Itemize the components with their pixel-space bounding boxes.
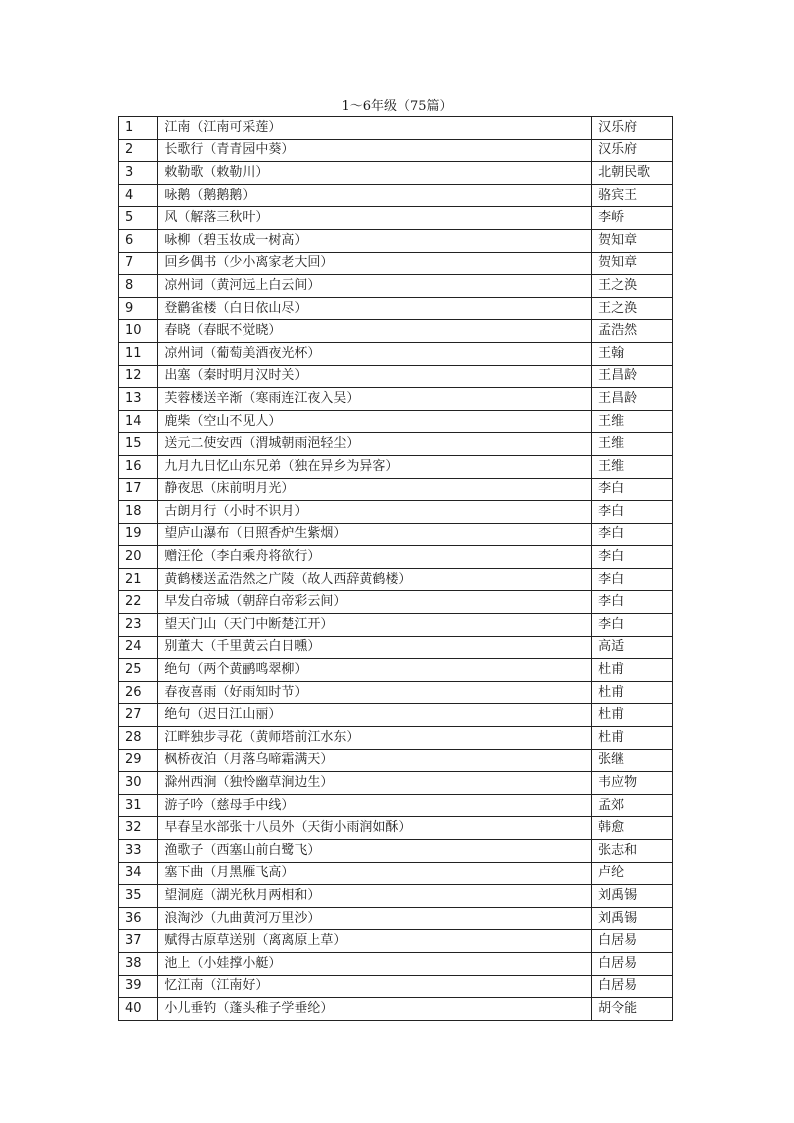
poem-title: 江南（江南可采莲） xyxy=(158,117,592,140)
poem-author: 李白 xyxy=(592,501,673,524)
poem-author: 张继 xyxy=(592,749,673,772)
poem-author: 王维 xyxy=(592,410,673,433)
row-number: 4 xyxy=(119,184,158,207)
poem-author: 贺知章 xyxy=(592,229,673,252)
poem-author: 杜甫 xyxy=(592,704,673,727)
poem-title: 江畔独步寻花（黄师塔前江水东） xyxy=(158,727,592,750)
poem-author: 王之涣 xyxy=(592,275,673,298)
poem-author: 汉乐府 xyxy=(592,117,673,140)
poem-title: 咏鹅（鹅鹅鹅） xyxy=(158,184,592,207)
poem-author: 李白 xyxy=(592,478,673,501)
poem-title: 九月九日忆山东兄弟（独在异乡为异客） xyxy=(158,455,592,478)
poem-author: 王维 xyxy=(592,433,673,456)
poem-author: 李白 xyxy=(592,591,673,614)
row-number: 19 xyxy=(119,523,158,546)
table-row xyxy=(119,184,673,207)
row-number: 29 xyxy=(119,749,158,772)
table-row xyxy=(119,275,673,298)
poem-title: 绝句（迟日江山丽） xyxy=(158,704,592,727)
poem-author: 韩愈 xyxy=(592,817,673,840)
poem-author: 杜甫 xyxy=(592,727,673,750)
row-number: 40 xyxy=(119,998,158,1021)
table-row xyxy=(119,772,673,795)
poem-title: 鹿柴（空山不见人） xyxy=(158,410,592,433)
poem-title: 渔歌子（西塞山前白鹭飞） xyxy=(158,840,592,863)
table-row xyxy=(119,862,673,885)
table-row xyxy=(119,342,673,365)
row-number: 37 xyxy=(119,930,158,953)
poem-title: 出塞（秦时明月汉时关） xyxy=(158,365,592,388)
row-number: 18 xyxy=(119,501,158,524)
row-number: 11 xyxy=(119,342,158,365)
table-row xyxy=(119,410,673,433)
poem-title: 敕勒歌（敕勒川） xyxy=(158,162,592,185)
poem-author: 王之涣 xyxy=(592,297,673,320)
row-number: 1 xyxy=(119,117,158,140)
poem-author: 白居易 xyxy=(592,952,673,975)
poem-author: 李白 xyxy=(592,614,673,637)
poem-title: 春夜喜雨（好雨知时节） xyxy=(158,681,592,704)
poem-table xyxy=(118,116,673,1021)
poem-title: 塞下曲（月黑雁飞高） xyxy=(158,862,592,885)
table-row xyxy=(119,704,673,727)
row-number: 16 xyxy=(119,455,158,478)
poem-title: 春晓（春眠不觉晓） xyxy=(158,320,592,343)
poem-title: 滁州西涧（独怜幽草涧边生） xyxy=(158,772,592,795)
row-number: 23 xyxy=(119,614,158,637)
row-number: 3 xyxy=(119,162,158,185)
poem-title: 古朗月行（小时不识月） xyxy=(158,501,592,524)
poem-author: 北朝民歌 xyxy=(592,162,673,185)
table-row xyxy=(119,546,673,569)
table-row xyxy=(119,433,673,456)
row-number: 35 xyxy=(119,885,158,908)
row-number: 24 xyxy=(119,636,158,659)
table-row xyxy=(119,455,673,478)
poem-author: 白居易 xyxy=(592,930,673,953)
poem-title: 小儿垂钓（蓬头稚子学垂纶） xyxy=(158,998,592,1021)
row-number: 7 xyxy=(119,252,158,275)
poem-title: 池上（小娃撑小艇） xyxy=(158,952,592,975)
row-number: 20 xyxy=(119,546,158,569)
table-row xyxy=(119,229,673,252)
row-number: 22 xyxy=(119,591,158,614)
poem-title: 游子吟（慈母手中线） xyxy=(158,794,592,817)
row-number: 27 xyxy=(119,704,158,727)
table-row xyxy=(119,297,673,320)
table-row xyxy=(119,501,673,524)
poem-title: 黄鹤楼送孟浩然之广陵（故人西辞黄鹤楼） xyxy=(158,568,592,591)
row-number: 25 xyxy=(119,659,158,682)
poem-author: 王维 xyxy=(592,455,673,478)
poem-title: 别董大（千里黄云白日曛） xyxy=(158,636,592,659)
row-number: 32 xyxy=(119,817,158,840)
poem-title: 凉州词（黄河远上白云间） xyxy=(158,275,592,298)
row-number: 38 xyxy=(119,952,158,975)
poem-author: 高适 xyxy=(592,636,673,659)
poem-title: 静夜思（床前明月光） xyxy=(158,478,592,501)
poem-author: 孟郊 xyxy=(592,794,673,817)
poem-title: 枫桥夜泊（月落乌啼霜满天） xyxy=(158,749,592,772)
poem-author: 王昌龄 xyxy=(592,388,673,411)
row-number: 5 xyxy=(119,207,158,230)
table-row xyxy=(119,749,673,772)
table-row xyxy=(119,139,673,162)
poem-title: 赋得古原草送别（离离原上草） xyxy=(158,930,592,953)
table-row xyxy=(119,681,673,704)
table-row xyxy=(119,162,673,185)
poem-author: 白居易 xyxy=(592,975,673,998)
poem-title: 浪淘沙（九曲黄河万里沙） xyxy=(158,907,592,930)
poem-title: 望洞庭（湖光秋月两相和） xyxy=(158,885,592,908)
row-number: 8 xyxy=(119,275,158,298)
table-row xyxy=(119,207,673,230)
poem-title: 凉州词（葡萄美酒夜光杯） xyxy=(158,342,592,365)
table-row xyxy=(119,998,673,1021)
poem-title: 忆江南（江南好） xyxy=(158,975,592,998)
poem-table-body xyxy=(119,117,673,1021)
poem-title: 赠汪伦（李白乘舟将欲行） xyxy=(158,546,592,569)
poem-author: 张志和 xyxy=(592,840,673,863)
row-number: 26 xyxy=(119,681,158,704)
table-row xyxy=(119,636,673,659)
table-row xyxy=(119,952,673,975)
row-number: 30 xyxy=(119,772,158,795)
poem-author: 李白 xyxy=(592,523,673,546)
row-number: 14 xyxy=(119,410,158,433)
table-row xyxy=(119,478,673,501)
row-number: 17 xyxy=(119,478,158,501)
poem-author: 王翰 xyxy=(592,342,673,365)
table-row xyxy=(119,840,673,863)
table-row xyxy=(119,885,673,908)
row-number: 10 xyxy=(119,320,158,343)
poem-author: 刘禹锡 xyxy=(592,907,673,930)
table-row xyxy=(119,523,673,546)
poem-title: 望庐山瀑布（日照香炉生紫烟） xyxy=(158,523,592,546)
poem-title: 送元二使安西（渭城朝雨浥轻尘） xyxy=(158,433,592,456)
table-row xyxy=(119,930,673,953)
table-row xyxy=(119,591,673,614)
poem-author: 杜甫 xyxy=(592,659,673,682)
poem-title: 咏柳（碧玉妆成一树高） xyxy=(158,229,592,252)
poem-author: 骆宾王 xyxy=(592,184,673,207)
page-title: 1～6年级（75篇） xyxy=(341,99,453,114)
row-number: 33 xyxy=(119,840,158,863)
row-number: 15 xyxy=(119,433,158,456)
poem-title: 望天门山（天门中断楚江开） xyxy=(158,614,592,637)
poem-author: 刘禹锡 xyxy=(592,885,673,908)
table-row xyxy=(119,817,673,840)
table-row xyxy=(119,320,673,343)
poem-author: 韦应物 xyxy=(592,772,673,795)
poem-author: 贺知章 xyxy=(592,252,673,275)
table-row xyxy=(119,907,673,930)
row-number: 34 xyxy=(119,862,158,885)
row-number: 28 xyxy=(119,727,158,750)
row-number: 39 xyxy=(119,975,158,998)
table-row xyxy=(119,614,673,637)
table-row xyxy=(119,659,673,682)
row-number: 36 xyxy=(119,907,158,930)
poem-title: 芙蓉楼送辛渐（寒雨连江夜入吴） xyxy=(158,388,592,411)
row-number: 13 xyxy=(119,388,158,411)
row-number: 31 xyxy=(119,794,158,817)
poem-author: 孟浩然 xyxy=(592,320,673,343)
poem-author: 汉乐府 xyxy=(592,139,673,162)
poem-title: 绝句（两个黄鹂鸣翠柳） xyxy=(158,659,592,682)
poem-title: 风（解落三秋叶） xyxy=(158,207,592,230)
row-number: 2 xyxy=(119,139,158,162)
poem-author: 杜甫 xyxy=(592,681,673,704)
row-number: 9 xyxy=(119,297,158,320)
poem-title: 早发白帝城（朝辞白帝彩云间） xyxy=(158,591,592,614)
poem-author: 李白 xyxy=(592,546,673,569)
poem-author: 卢纶 xyxy=(592,862,673,885)
poem-author: 胡令能 xyxy=(592,998,673,1021)
poem-author: 李峤 xyxy=(592,207,673,230)
row-number: 6 xyxy=(119,229,158,252)
row-number: 21 xyxy=(119,568,158,591)
poem-title: 回乡偶书（少小离家老大回） xyxy=(158,252,592,275)
poem-title: 早春呈水部张十八员外（天街小雨润如酥） xyxy=(158,817,592,840)
poem-title: 长歌行（青青园中葵） xyxy=(158,139,592,162)
table-row xyxy=(119,975,673,998)
table-row xyxy=(119,794,673,817)
poem-author: 王昌龄 xyxy=(592,365,673,388)
poem-title: 登鹳雀楼（白日依山尽） xyxy=(158,297,592,320)
table-row xyxy=(119,117,673,140)
table-row xyxy=(119,727,673,750)
table-row xyxy=(119,252,673,275)
table-row xyxy=(119,365,673,388)
table-row xyxy=(119,388,673,411)
row-number: 12 xyxy=(119,365,158,388)
table-row xyxy=(119,568,673,591)
poem-author: 李白 xyxy=(592,568,673,591)
